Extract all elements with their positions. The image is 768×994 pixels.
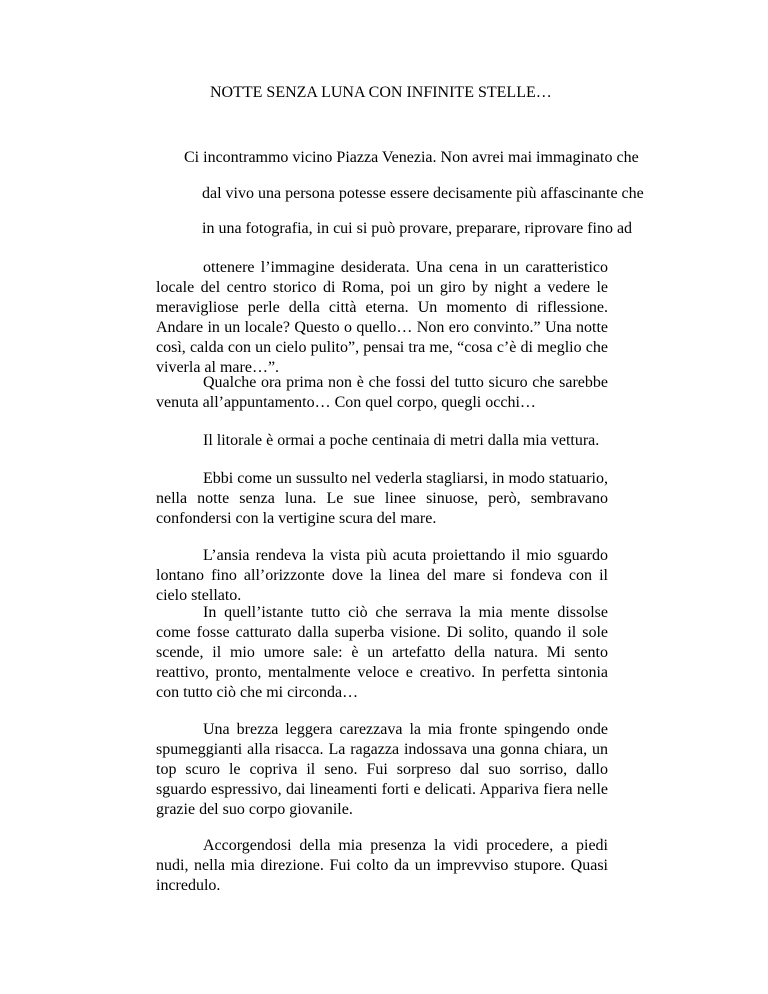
paragraph: In quell’istante tutto ciò che serrava la mia mente dissolse come fosse catturato dalla superba visione. Di solito, quando il sole scende, il mio umore sale: è un artefatto della natura. Mi sento reattivo, pronto, mentalmente veloce e creativo. In perfetta sintonia con tutto ciò che mi circonda…	[156, 604, 608, 701]
page-title: NOTTE SENZA LUNA CON INFINITE STELLE…	[210, 84, 552, 101]
opening-line: in una fotografia, in cui si può provare, preparare, riprovare fino ad	[202, 220, 633, 237]
paragraph: Qualche ora prima non è che fossi del tutto sicuro che sarebbe venuta all’appuntamento… Con quel corpo, quegli occhi…	[156, 374, 608, 411]
opening-line: dal vivo una persona potesse essere decisamente più affascinante che	[202, 185, 644, 202]
paragraph: Il litorale è ormai a poche centinaia di metri dalla mia vettura.	[203, 432, 600, 449]
opening-line: Ci incontrammo vicino Piazza Venezia. Non avrei mai immaginato che	[184, 149, 639, 166]
paragraph: Ebbi come un sussulto nel vederla stagliarsi, in modo statuario, nella notte senza luna. Le sue linee sinuose, però, sembravano confondersi con la vertigine scura del mare.	[156, 470, 608, 527]
paragraph: Accorgendosi della mia presenza la vidi procedere, a piedi nudi, nella mia direzione. Fui colto da un imprevviso stupore. Quasi incredulo.	[156, 837, 608, 894]
paragraph: Una brezza leggera carezzava la mia fronte spingendo onde spumeggianti alla risacca. La ragazza indossava una gonna chiara, un top scuro le copriva il seno. Fui sorpreso dal suo sorriso, dallo sguardo espressivo, dai lineamenti forti e delicati. Appariva fiera nelle grazie del suo corpo giovanile.	[156, 721, 608, 818]
paragraph: L’ansia rendeva la vista più acuta proiettando il mio sguardo lontano fino all’orizzonte dove la linea del mare si fondeva con il cielo stellato.	[156, 547, 608, 604]
paragraph: ottenere l’immagine desiderata. Una cena in un caratteristico locale del centro storico di Roma, poi un giro by night a vedere le meravigliose perle della città eterna. Un momento di riflessione. Andare in un locale? Questo o quello… Non ero convinto.” Una notte così, calda con un cielo pulito”, pensai tra me, “cosa c’è di meglio che viverla al mare…”.	[156, 259, 608, 376]
